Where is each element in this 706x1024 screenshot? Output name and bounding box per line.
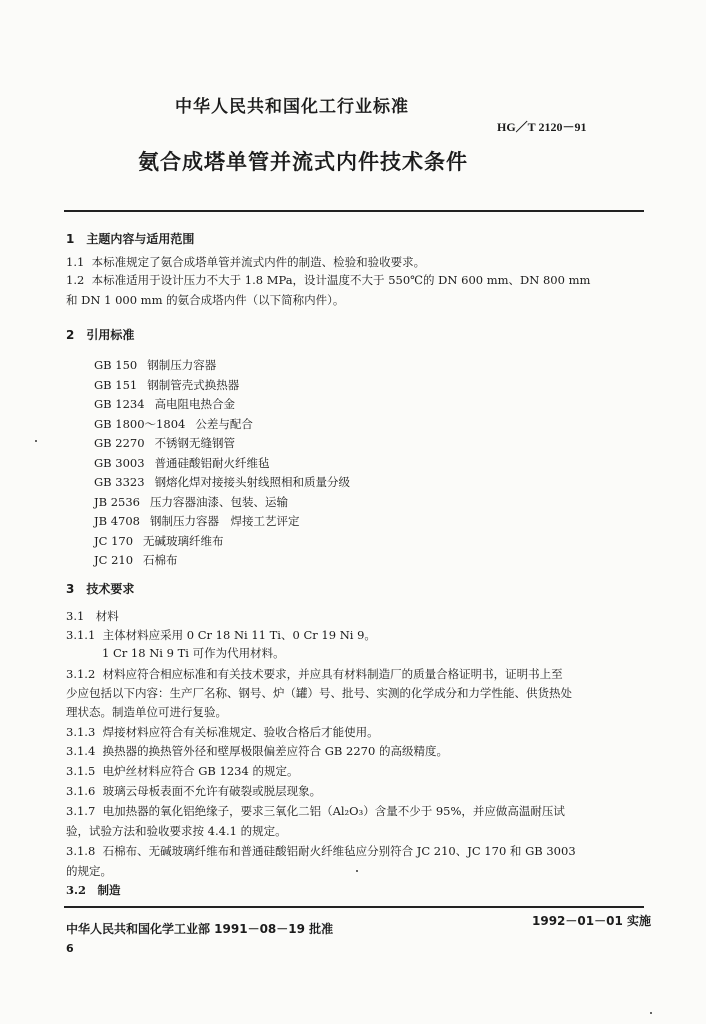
scan-speck — [35, 440, 37, 442]
reference-title: 无碱玻璃纤维布 — [143, 533, 224, 548]
scan-speck — [356, 870, 358, 872]
reference-title: 不锈钢无缝钢管 — [154, 436, 236, 450]
clause-text: 本标准规定了氨合成塔单管并流式内件的制造、检验和验收要求。 — [91, 255, 426, 269]
document-title: 氨合成塔单管并流式内件技术条件 — [138, 150, 468, 174]
reference-title: 钢制压力容器 — [147, 358, 217, 372]
standard-title: 中华人民共和国化工行业标准 — [175, 97, 409, 117]
section-1-heading: 1 主题内容与适用范围 — [66, 232, 195, 246]
clause-3-1-1 — [66, 627, 376, 643]
reference-code: JB 2536 — [94, 494, 140, 509]
clause-3-1: 3.1 材料 — [66, 609, 119, 623]
clause-text: 玻璃云母板表面不允许有破裂或脱层现象。 — [102, 784, 322, 798]
page-number: 6 — [66, 942, 74, 955]
clause-number: 1.1 — [66, 255, 85, 269]
clause-1-2 — [66, 272, 590, 288]
reference-title: 石棉布 — [143, 553, 178, 567]
clause-text: 电加热器的氧化铝绝缘子，要求三氧化二铝（Al₂O₃）含量不少于 95%，并应做高温耐压试 — [102, 804, 565, 818]
clause-3-2: 3.2 制造 — [66, 883, 121, 897]
clause-text: 材料应符合相应标准和有关技术要求，并应具有材料制造厂的质量合格证明书，证明书上至 — [102, 667, 563, 681]
clause-text: 本标准适用于设计压力不大于 1.8 MPa，设计温度不大于 550℃的 DN 600 mm、DN 800 mm — [91, 273, 591, 287]
clause-1-1 — [66, 254, 425, 270]
header-divider — [64, 210, 644, 212]
reference-code: GB 3003 — [94, 455, 145, 470]
section-3-heading: 3 技术要求 — [66, 582, 135, 596]
reference-item — [94, 549, 178, 568]
clause-3-1-3 — [66, 724, 379, 740]
reference-title: 普通硅酸铝耐火纤维毡 — [154, 455, 270, 470]
reference-item — [94, 510, 299, 529]
clause-3-1-8-cont: 的规定。 — [66, 864, 112, 878]
clause-text: 换热器的换热管外径和壁厚极限偏差应符合 GB 2270 的高级精度。 — [102, 744, 448, 758]
reference-item — [94, 471, 350, 490]
clause-text: 电炉丝材料应符合 GB 1234 的规定。 — [102, 764, 299, 778]
clause-3-1-4 — [66, 743, 448, 759]
reference-title: 钢制压力容器 焊接工艺评定 — [149, 514, 300, 528]
reference-code: GB 1800～1804 — [94, 416, 186, 431]
clause-3-1-1-cont: 1 Cr 18 Ni 9 Ti 可作为代用材料。 — [102, 646, 285, 660]
clause-3-1-2-cont2: 理状态。制造单位可进行复验。 — [66, 705, 227, 719]
scan-speck — [650, 1012, 652, 1014]
reference-item — [94, 491, 288, 510]
clause-number: 3.1.1 — [66, 628, 96, 642]
clause-text: 石棉布、无碱玻璃纤维布和普通硅酸铝耐火纤维毡应分别符合 JC 210、JC 170 和 GB 3003 — [102, 844, 576, 858]
clause-3-1-2 — [66, 666, 563, 682]
clause-number: 3.1.3 — [66, 725, 96, 739]
clause-number: 3.1.8 — [66, 844, 96, 858]
reference-item — [94, 413, 253, 432]
clause-number: 3.1.7 — [66, 804, 96, 818]
reference-title: 公差与配合 — [195, 416, 253, 431]
reference-code: GB 151 — [94, 377, 138, 392]
clause-number: 3.1.4 — [66, 744, 96, 758]
footer-divider — [64, 906, 644, 908]
reference-code: JC 170 — [94, 533, 134, 548]
clause-number: 3.1.6 — [66, 784, 96, 798]
reference-item — [94, 432, 235, 451]
reference-title: 钢制管壳式换热器 — [147, 377, 240, 392]
reference-item — [94, 530, 224, 549]
reference-title: 压力容器油漆、包装、运输 — [149, 494, 288, 509]
clause-3-1-8 — [66, 843, 576, 859]
reference-code: GB 3323 — [94, 475, 145, 489]
reference-code: GB 150 — [94, 358, 138, 372]
reference-code: GB 2270 — [94, 436, 145, 450]
reference-title: 钢熔化焊对接接头射线照相和质量分级 — [154, 475, 351, 489]
reference-code: GB 1234 — [94, 397, 145, 411]
clause-3-1-5 — [66, 763, 298, 779]
clause-3-1-7-cont: 验，试验方法和验收要求按 4.4.1 的规定。 — [66, 824, 287, 838]
clause-number: 1.2 — [66, 273, 85, 287]
clause-number: 3.1.5 — [66, 764, 96, 778]
clause-1-2-cont: 和 DN 1 000 mm 的氨合成塔内件（以下简称内件）。 — [66, 293, 345, 307]
clause-number: 3.1.2 — [66, 667, 96, 681]
reference-code: JC 210 — [94, 553, 134, 567]
effective-date: 1992－01－01 实施 — [532, 914, 651, 928]
clause-3-1-2-cont1: 少应包括以下内容：生产厂名称、钢号、炉（罐）号、批号、实测的化学成分和力学性能、供货热处 — [66, 686, 572, 700]
clause-text: 主体材料应采用 0 Cr 18 Ni 11 Ti、0 Cr 19 Ni 9。 — [102, 628, 376, 642]
reference-item — [94, 374, 239, 393]
clause-text: 焊接材料应符合有关标准规定、验收合格后才能使用。 — [102, 725, 379, 739]
approval-line: 中华人民共和国化学工业部 1991－08－19 批准 — [66, 922, 334, 936]
reference-item — [94, 393, 235, 412]
clause-3-1-6 — [66, 783, 321, 799]
standard-number: HG／T 2120－91 — [497, 120, 587, 134]
clause-3-1-7 — [66, 803, 565, 819]
reference-code: JB 4708 — [94, 514, 140, 528]
reference-item — [94, 354, 216, 373]
reference-title: 高电阻电热合金 — [154, 397, 236, 411]
section-2-heading: 2 引用标准 — [66, 328, 135, 342]
reference-item — [94, 452, 270, 471]
